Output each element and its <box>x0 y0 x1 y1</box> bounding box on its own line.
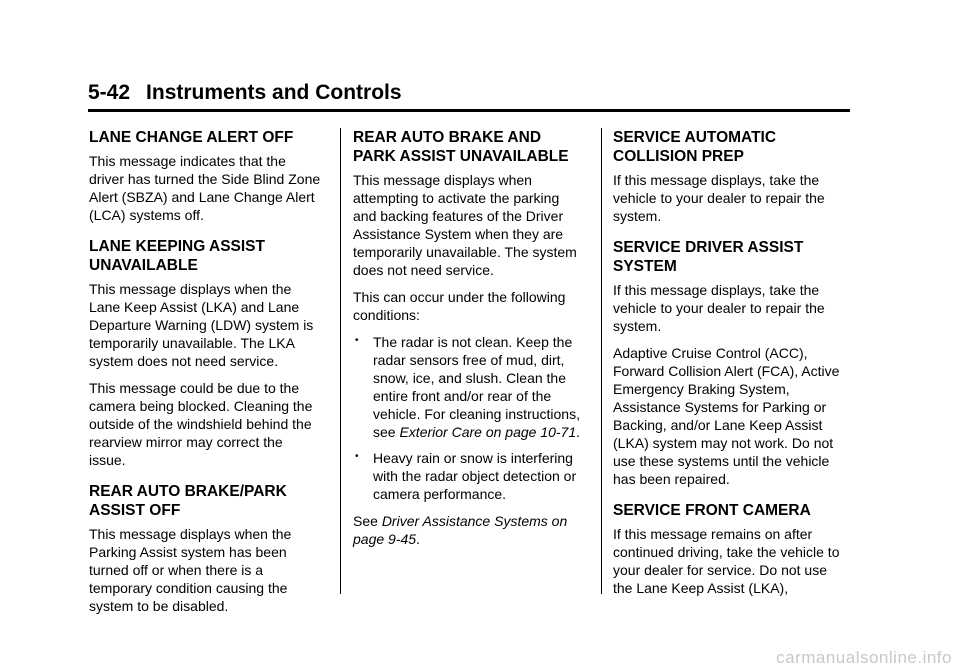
paragraph: This message displays when the Lane Keep Assist (LKA) and Lane Departure Warning (LDW) system is temporarily unavailable. The LKA system does not need service. <box>89 281 314 369</box>
cross-reference-link[interactable]: Exterior Care on page 10-71 <box>399 424 577 440</box>
column-divider-2 <box>601 128 602 594</box>
see-also-paragraph <box>353 512 585 548</box>
section-heading: REAR AUTO BRAKE/PARK ASSIST OFF <box>89 483 287 519</box>
see-end: . <box>416 531 420 547</box>
section-lane-keeping-assist-unavailable <box>89 237 321 469</box>
column-3 <box>613 128 845 610</box>
paragraph: This can occur under the following conditions: <box>353 289 566 323</box>
list-item-end: . <box>576 424 581 440</box>
conditions-list <box>353 333 585 503</box>
see-prefix: See <box>353 513 382 529</box>
paragraph: Adaptive Cruise Control (ACC), Forward Collision Alert (FCA), Active Emergency Braking System, Assistance Systems for Parking or Backing, and/or Lane Keep Assist (LKA) system may not work. Do not use these systems until the vehicle has been repaired. <box>613 345 840 487</box>
header-title <box>88 80 850 106</box>
section-rear-auto-brake-and-park-assist-unavailable <box>353 128 585 548</box>
section-service-automatic-collision-prep <box>613 128 845 225</box>
cross-reference-link[interactable]: Driver Assistance Systems on page 9-45 <box>353 513 568 547</box>
paragraph: This message indicates that the driver has turned the Side Blind Zone Alert (SBZA) and Lane Change Alert (LCA) systems off. <box>89 153 321 223</box>
section-heading: SERVICE DRIVER ASSIST SYSTEM <box>613 239 804 275</box>
section-rear-auto-brake-park-assist-off <box>89 482 321 615</box>
section-service-driver-assist-system <box>613 238 845 488</box>
column-2 <box>353 128 585 561</box>
paragraph: If this message displays, take the vehicle to your dealer to repair the system. <box>613 282 825 334</box>
list-item-text: Heavy rain or snow is interfering with the radar object detection or camera performance. <box>373 450 577 502</box>
bullet-icon: • <box>355 335 359 346</box>
list-item <box>353 333 585 441</box>
section-heading: REAR AUTO BRAKE AND PARK ASSIST UNAVAILABLE <box>353 129 569 165</box>
paragraph: If this message displays, take the vehicle to your dealer to repair the system. <box>613 172 825 224</box>
column-1 <box>89 128 321 628</box>
watermark: carmanualsonline.info <box>776 648 952 667</box>
section-heading: SERVICE FRONT CAMERA <box>613 502 811 519</box>
section-heading: LANE KEEPING ASSIST UNAVAILABLE <box>89 238 265 274</box>
header-rule <box>88 109 850 112</box>
list-item <box>353 449 585 503</box>
section-title: Instruments and Controls <box>146 81 402 104</box>
page-header <box>88 80 850 112</box>
list-item-text: The radar is not clean. Keep the radar sensors free of mud, dirt, snow, ice, and slush. Clean the entire front and/or rear of the vehicle. For cleaning instructions, see <box>373 334 580 440</box>
section-heading: SERVICE AUTOMATIC COLLISION PREP <box>613 129 777 165</box>
page-number: 5-42 <box>88 81 131 104</box>
column-divider-1 <box>340 128 341 594</box>
paragraph: This message displays when attempting to activate the parking and backing features of the Driver Assistance System when they are temporarily unavailable. The system does not need service. <box>353 172 577 278</box>
section-lane-change-alert-off <box>89 128 321 224</box>
paragraph: This message displays when the Parking Assist system has been turned off or when there is a temporary condition causing the system to be disabled. <box>89 526 292 614</box>
bullet-icon: • <box>355 451 359 462</box>
paragraph: This message could be due to the camera being blocked. Cleaning the outside of the windshield behind the rearview mirror may correct the issue. <box>89 380 313 468</box>
section-heading: LANE CHANGE ALERT OFF <box>89 129 294 146</box>
paragraph: If this message remains on after continued driving, take the vehicle to your dealer for service. Do not use the Lane Keep Assist (LKA), <box>613 526 840 596</box>
section-service-front-camera <box>613 501 845 597</box>
